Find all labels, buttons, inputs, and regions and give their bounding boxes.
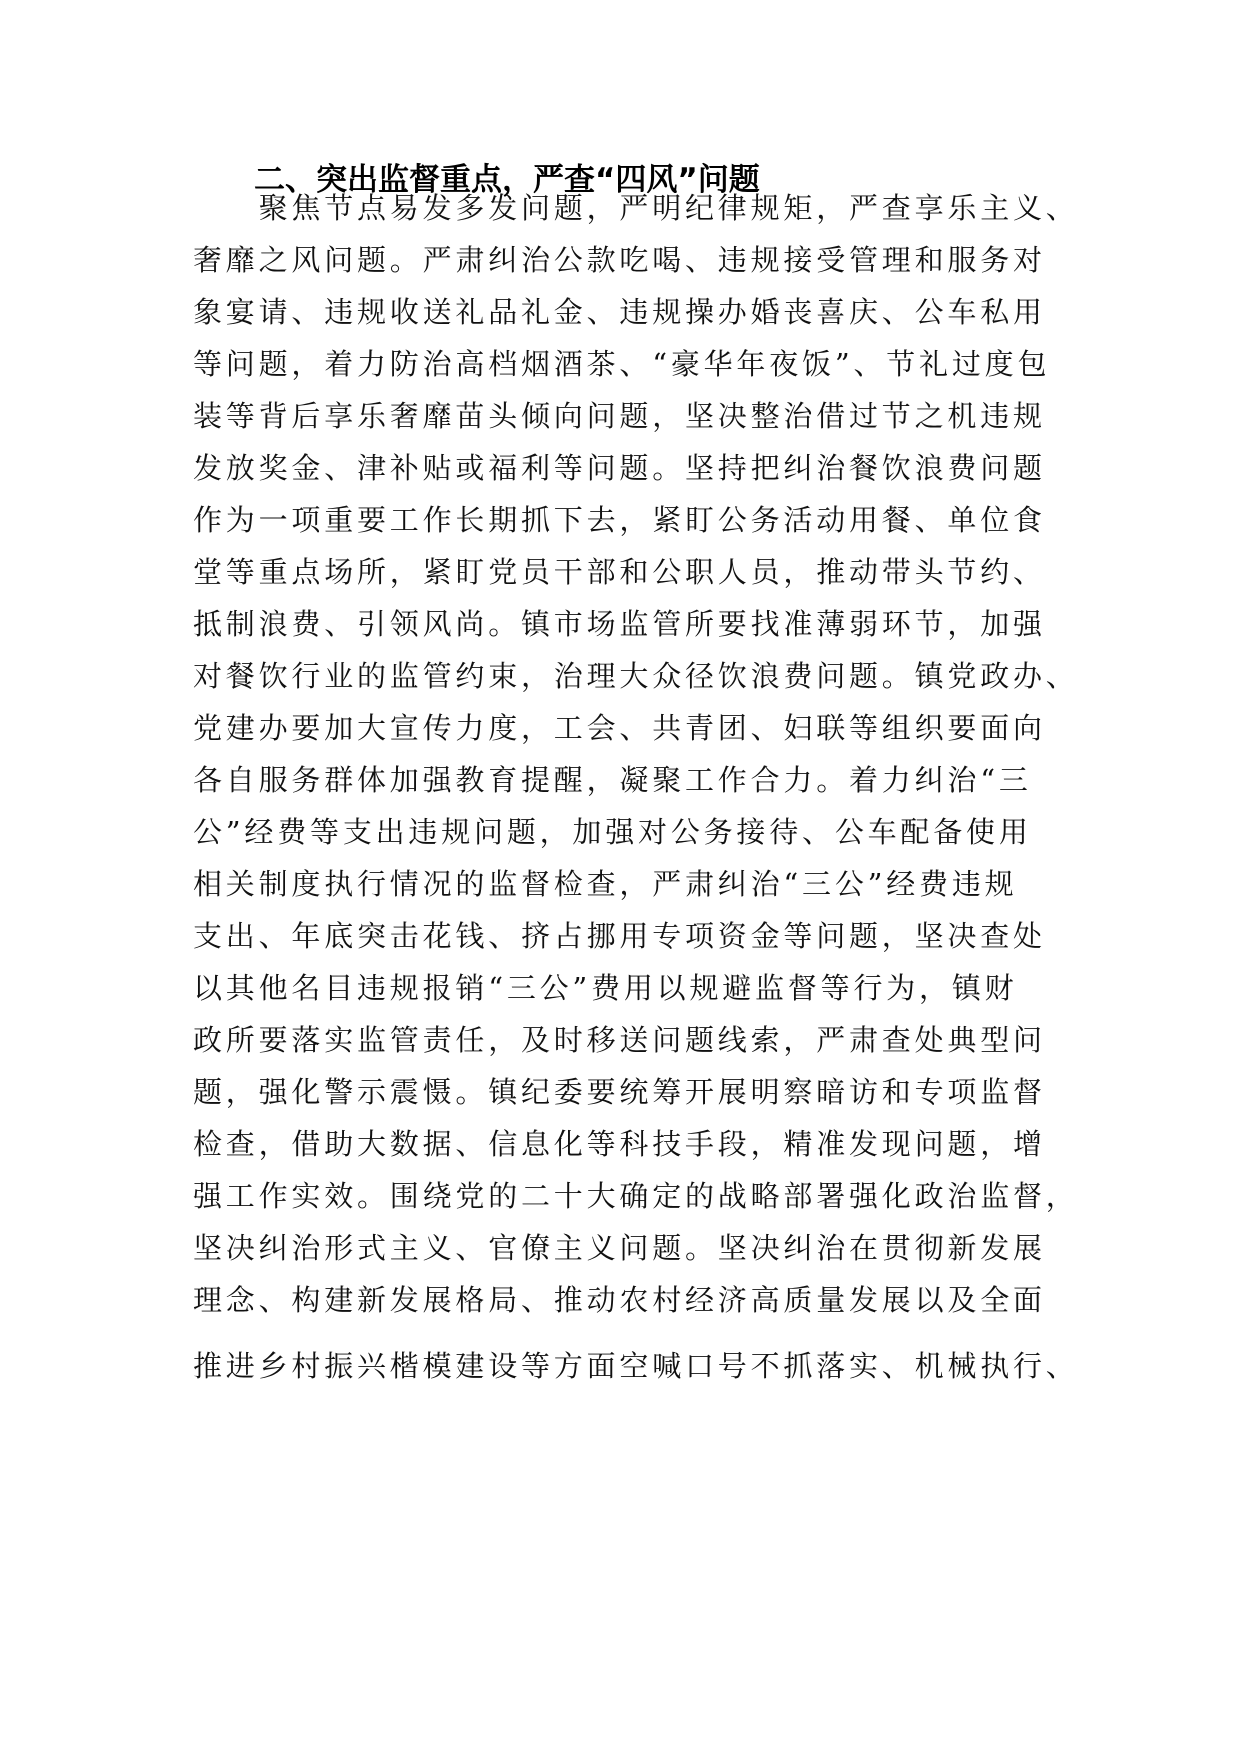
body-line: 题，强化警示震慑。镇纪委要统筹开展明察暗访和专项监督: [193, 1075, 1046, 1109]
body-line: 推进乡村振兴楷模建设等方面空喊口号不抓落实、机械执行、: [193, 1349, 1079, 1383]
body-line: 党建办要加大宣传力度，工会、共青团、妇联等组织要面向: [193, 711, 1046, 745]
body-line: 聚焦节点易发多发问题，严明纪律规矩，严查享乐主义、: [193, 191, 1079, 225]
body-line: 对餐饮行业的监管约束，治理大众径饮浪费问题。镇党政办、: [193, 659, 1079, 693]
body-line: 奢靡之风问题。严肃纠治公款吃喝、违规接受管理和服务对: [193, 243, 1046, 277]
body-line: 装等背后享乐奢靡苗头倾向问题，坚决整治借过节之机违规: [193, 399, 1046, 433]
body-line: 以其他名目违规报销“三公”费用以规避监督等行为，镇财: [193, 971, 1018, 1005]
body-line: 各自服务群体加强教育提醒，凝聚工作合力。着力纠治“三: [193, 763, 1032, 797]
body-line: 检查，借助大数据、信息化等科技手段，精准发现问题，增: [193, 1127, 1046, 1161]
body-line: 象宴请、违规收送礼品礼金、违规操办婚丧喜庆、公车私用: [193, 295, 1046, 329]
body-line: 作为一项重要工作长期抓下去，紧盯公务活动用餐、单位食: [193, 503, 1046, 537]
body-line: 相关制度执行情况的监督检查，严肃纠治“三公”经费违规: [193, 867, 1018, 901]
body-line: 抵制浪费、引领风尚。镇市场监管所要找准薄弱环节，加强: [193, 607, 1046, 641]
body-line: 等问题，着力防治高档烟酒茶、“豪华年夜饭”、节礼过度包: [193, 347, 1051, 381]
body-line: 坚决纠治形式主义、官僚主义问题。坚决纠治在贯彻新发展: [193, 1231, 1046, 1265]
body-line: 政所要落实监管责任，及时移送问题线索，严肃查处典型问: [193, 1023, 1046, 1057]
body-line: 发放奖金、津补贴或福利等问题。坚持把纠治餐饮浪费问题: [193, 451, 1046, 485]
body-line: 理念、构建新发展格局、推动农村经济高质量发展以及全面: [193, 1283, 1046, 1317]
body-line: 强工作实效。围绕党的二十大确定的战略部署强化政治监督，: [193, 1179, 1079, 1213]
body-line: 公”经费等支出违规问题，加强对公务接待、公车配备使用: [193, 815, 1032, 849]
body-line: 支出、年底突击花钱、挤占挪用专项资金等问题，坚决查处: [193, 919, 1046, 953]
body-line: 堂等重点场所，紧盯党员干部和公职人员，推动带头节约、: [193, 555, 1046, 589]
section-heading: 二、突出监督重点，严查“四风”问题: [254, 162, 760, 198]
